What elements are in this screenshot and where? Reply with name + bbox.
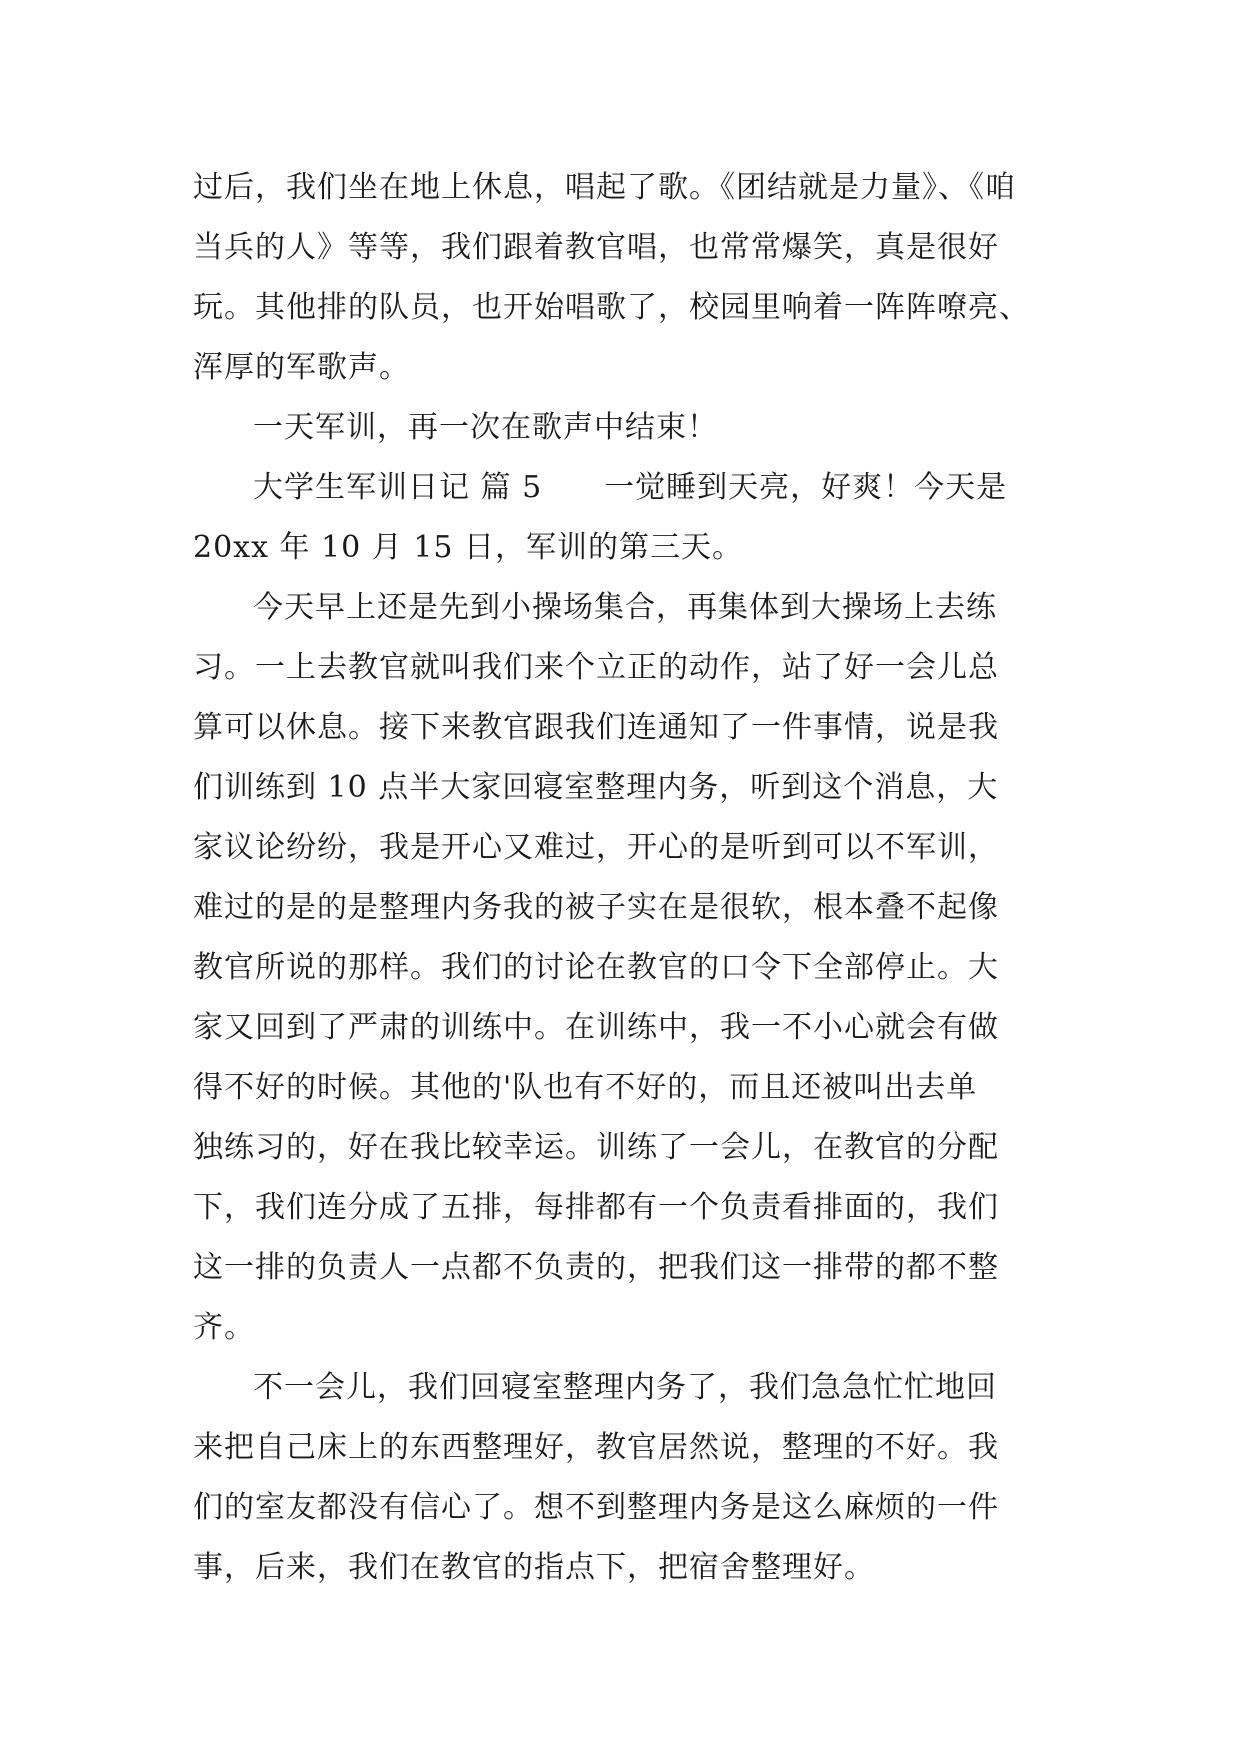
text-line: 玩。其他排的队员，也开始唱歌了，校园里响着一阵阵嘹亮、 [193,290,1030,325]
text-line: 们的室友都没有信心了。想不到整理内务是这么麻烦的一件 [193,1490,999,1525]
text-line: 这一排的负责人一点都不负责的，把我们这一排带的都不整 [193,1250,999,1285]
text-line: 齐。 [193,1310,255,1345]
paragraph-3-heading [193,458,1048,578]
text-line: 一天军训，再一次在歌声中结束！ [253,410,718,445]
paragraph-5 [193,1358,1048,1598]
text-line: 事，后来，我们在教官的指点下，把宿舍整理好。 [193,1550,875,1585]
paragraph-2 [193,398,1048,458]
text-line: 家议论纷纷，我是开心又难过，开心的是听到可以不军训， [193,830,999,865]
document-body [193,158,1048,1598]
text-line: 过后，我们坐在地上休息，唱起了歌。《团结就是力量》、《咱 [193,170,1016,205]
text-line: 独练习的，好在我比较幸运。训练了一会儿，在教官的分配 [193,1130,999,1165]
text-line: 们训练到 10 点半大家回寝室整理内务，听到这个消息，大 [193,770,999,805]
text-line: 不一会儿，我们回寝室整理内务了，我们急急忙忙地回 [253,1370,997,1405]
text-line: 下，我们连分成了五排，每排都有一个负责看排面的，我们 [193,1190,999,1225]
text-line: 家又回到了严肃的训练中。在训练中，我一不小心就会有做 [193,1010,999,1045]
text-line: 难过的是的是整理内务我的被子实在是很软，根本叠不起像 [193,890,999,925]
text-line: 得不好的时候。其他的'队也有不好的，而且还被叫出去单 [193,1070,978,1105]
text-line: 20xx 年 10 月 15 日，军训的第三天。 [193,530,744,565]
text-line: 教官所说的那样。我们的讨论在教官的口令下全部停止。大 [193,950,999,985]
text-line: 习。一上去教官就叫我们来个立正的动作，站了好一会儿总 [193,650,999,685]
paragraph-1 [193,158,1048,398]
text-line: 今天早上还是先到小操场集合，再集体到大操场上去练 [253,590,997,625]
text-line: 大学生军训日记 篇 5 一觉睡到天亮，好爽！今天是 [253,470,1008,505]
paragraph-4 [193,578,1048,1358]
text-line: 浑厚的军歌声。 [193,350,410,385]
text-line: 来把自己床上的东西整理好，教官居然说，整理的不好。我 [193,1430,999,1465]
text-line: 算可以休息。接下来教官跟我们连通知了一件事情，说是我 [193,710,999,745]
text-line: 当兵的人》等等，我们跟着教官唱，也常常爆笑，真是很好 [193,230,999,265]
